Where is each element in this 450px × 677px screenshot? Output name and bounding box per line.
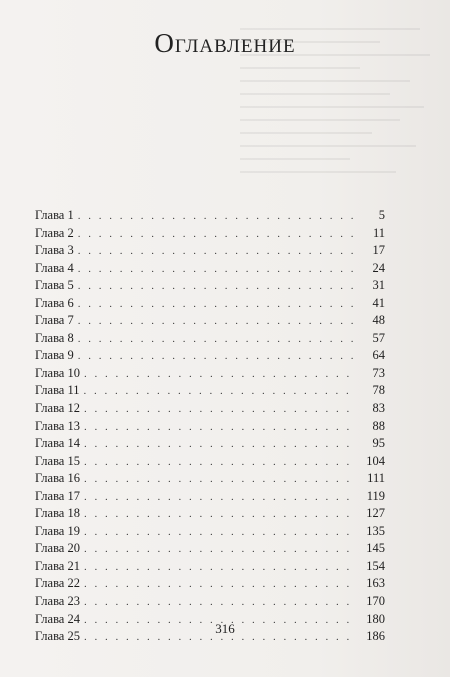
toc-entry-page: 73 bbox=[372, 365, 385, 380]
toc-entry-label: Глава 14 bbox=[35, 436, 80, 451]
toc-entry-label: Глава 5 bbox=[35, 278, 74, 293]
toc-entry-page: 119 bbox=[366, 488, 385, 503]
toc-entry-label: Глава 22 bbox=[35, 576, 80, 591]
toc-entry-page: 11 bbox=[372, 225, 385, 240]
toc-entry-label: Глава 8 bbox=[35, 330, 74, 345]
toc-entry bbox=[35, 575, 385, 593]
toc-entry bbox=[35, 277, 385, 295]
toc-entry-page: 64 bbox=[372, 348, 385, 363]
toc-entry-label: Глава 16 bbox=[35, 471, 80, 486]
toc-entry bbox=[35, 488, 385, 506]
toc-entry-label: Глава 19 bbox=[35, 523, 80, 538]
toc-entry-label: Глава 18 bbox=[35, 506, 80, 521]
toc-entry-label: Глава 3 bbox=[35, 243, 74, 258]
toc-dot-leader bbox=[78, 243, 357, 261]
toc-entry-page: 127 bbox=[366, 506, 385, 521]
toc-entry-label: Глава 11 bbox=[35, 383, 80, 398]
toc-entry bbox=[35, 505, 385, 523]
toc-dot-leader bbox=[78, 348, 357, 366]
toc-dot-leader bbox=[84, 383, 357, 401]
toc-entry bbox=[35, 260, 385, 278]
toc-entry-label: Глава 17 bbox=[35, 488, 80, 503]
toc-entry-page: 154 bbox=[366, 558, 385, 573]
toc-entry-page: 41 bbox=[372, 295, 385, 310]
toc-entry bbox=[35, 418, 385, 436]
toc-entry-label: Глава 4 bbox=[35, 260, 74, 275]
toc-dot-leader bbox=[84, 559, 357, 577]
toc-entry bbox=[35, 470, 385, 488]
toc-dot-leader bbox=[78, 261, 357, 279]
table-of-contents bbox=[35, 207, 385, 646]
toc-entry bbox=[35, 295, 385, 313]
toc-entry bbox=[35, 365, 385, 383]
toc-entry bbox=[35, 400, 385, 418]
toc-dot-leader bbox=[84, 576, 357, 594]
toc-dot-leader bbox=[78, 278, 357, 296]
toc-dot-leader bbox=[84, 489, 357, 507]
toc-entry-page: 24 bbox=[372, 260, 385, 275]
toc-entry-label: Глава 12 bbox=[35, 401, 80, 416]
toc-dot-leader bbox=[84, 506, 357, 524]
toc-entry-label: Глава 13 bbox=[35, 418, 80, 433]
toc-dot-leader bbox=[84, 401, 357, 419]
toc-entry-page: 180 bbox=[366, 611, 385, 626]
toc-dot-leader bbox=[78, 313, 357, 331]
toc-entry bbox=[35, 593, 385, 611]
toc-entry-page: 95 bbox=[372, 436, 385, 451]
toc-entry bbox=[35, 207, 385, 225]
toc-entry-page: 170 bbox=[366, 594, 385, 609]
toc-dot-leader bbox=[78, 331, 357, 349]
toc-dot-leader bbox=[84, 366, 357, 384]
page-title: Оглавление bbox=[154, 28, 296, 58]
toc-entry-label: Глава 23 bbox=[35, 594, 80, 609]
toc-entry bbox=[35, 540, 385, 558]
toc-entry-page: 135 bbox=[366, 523, 385, 538]
toc-entry-page: 83 bbox=[372, 401, 385, 416]
toc-dot-leader bbox=[84, 594, 357, 612]
toc-entry bbox=[35, 382, 385, 400]
toc-entry-label: Глава 10 bbox=[35, 365, 80, 380]
toc-entry-page: 78 bbox=[372, 383, 385, 398]
toc-entry-page: 186 bbox=[366, 629, 385, 644]
toc-entry-label: Глава 9 bbox=[35, 348, 74, 363]
toc-entry bbox=[35, 242, 385, 260]
toc-dot-leader bbox=[84, 419, 357, 437]
toc-entry-label: Глава 20 bbox=[35, 541, 80, 556]
toc-entry-page: 111 bbox=[367, 471, 385, 486]
toc-entry-label: Глава 2 bbox=[35, 225, 74, 240]
toc-dot-leader bbox=[78, 296, 357, 314]
toc-entry-page: 31 bbox=[372, 278, 385, 293]
toc-dot-leader bbox=[84, 471, 357, 489]
toc-entry-label: Глава 6 bbox=[35, 295, 74, 310]
toc-entry-page: 5 bbox=[378, 208, 385, 222]
toc-entry-page: 145 bbox=[366, 541, 385, 556]
toc-dot-leader bbox=[84, 524, 357, 542]
toc-entry-page: 104 bbox=[366, 453, 385, 468]
toc-entry-label: Глава 7 bbox=[35, 313, 74, 328]
toc-entry-page: 88 bbox=[372, 418, 385, 433]
toc-entry-label: Глава 15 bbox=[35, 453, 80, 468]
toc-entry bbox=[35, 523, 385, 541]
toc-dot-leader bbox=[78, 226, 357, 244]
toc-entry-label: Глава 1 bbox=[35, 208, 74, 222]
toc-entry-label: Глава 24 bbox=[35, 611, 80, 626]
page-number: 316 bbox=[215, 621, 235, 636]
toc-entry bbox=[35, 330, 385, 348]
toc-entry bbox=[35, 453, 385, 471]
toc-entry-label: Глава 21 bbox=[35, 558, 80, 573]
toc-entry-page: 48 bbox=[372, 313, 385, 328]
toc-dot-leader bbox=[84, 436, 357, 454]
toc-entry-page: 163 bbox=[366, 576, 385, 591]
toc-entry bbox=[35, 558, 385, 576]
toc-entry bbox=[35, 347, 385, 365]
toc-entry bbox=[35, 225, 385, 243]
toc-dot-leader bbox=[84, 541, 357, 559]
toc-dot-leader bbox=[78, 208, 357, 226]
toc-entry-label: Глава 25 bbox=[35, 629, 80, 644]
toc-entry-page: 17 bbox=[372, 243, 385, 258]
toc-entry bbox=[35, 312, 385, 330]
toc-entry bbox=[35, 435, 385, 453]
toc-dot-leader bbox=[84, 454, 357, 472]
toc-entry-page: 57 bbox=[372, 330, 385, 345]
